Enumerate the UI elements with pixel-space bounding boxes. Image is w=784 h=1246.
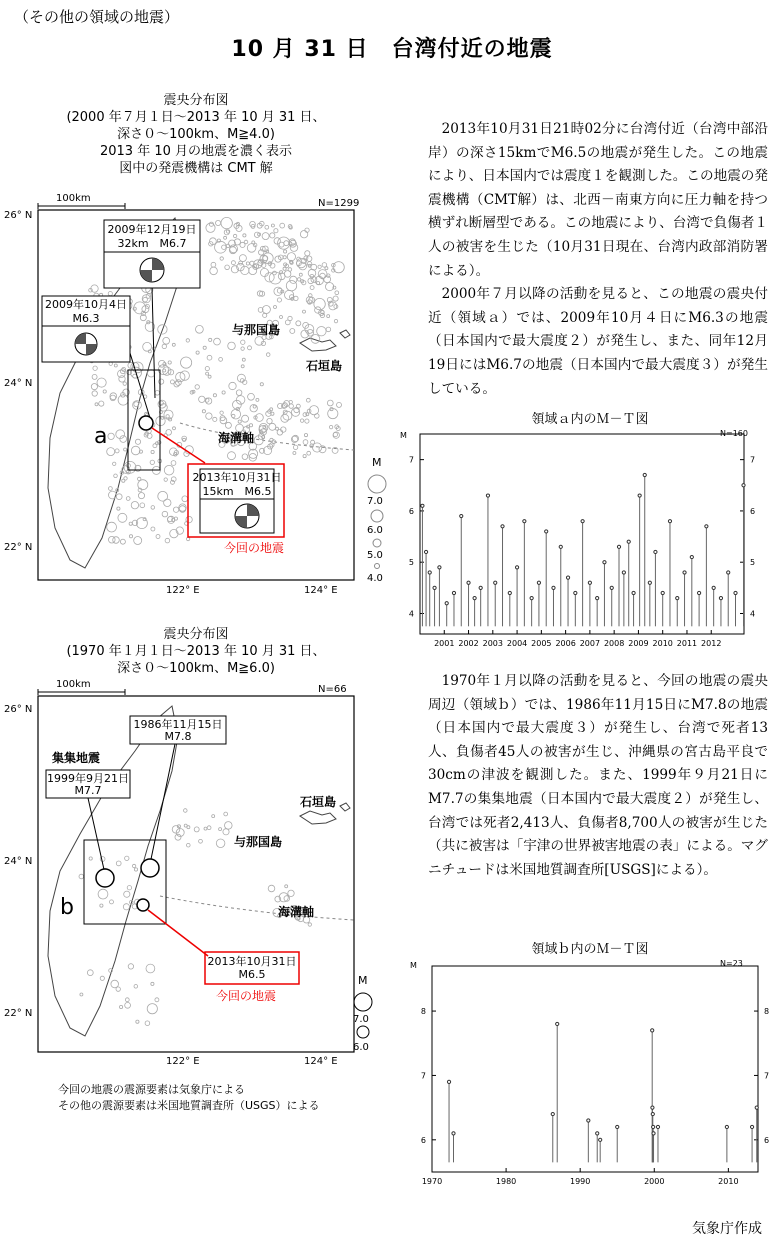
y-tick-label: 6: [420, 1135, 426, 1145]
paragraph: 2013年10月31日21時02分に台湾付近（台湾中部沿岸）の深さ15kmでM6.5の地震が発生した。この地震により、日本国内では震度１を観測した。この地震の発震機構（CMT解）は、北西－南東方向に圧力軸を持つ横ずれ断層型である。この地震により、台湾で負傷者１人の被害を生じた（10月31日現在、台湾内政部消防署による）。: [428, 121, 768, 279]
event-magnitude: M6.5: [238, 968, 266, 981]
x-tick-label: 1980: [495, 1177, 517, 1186]
mt-point: [668, 520, 671, 523]
y-tick-label: 7: [764, 1071, 770, 1081]
y-tick-label: 6: [750, 506, 756, 516]
y-tick-label: 5: [750, 558, 756, 568]
mt-point: [705, 525, 708, 528]
x-tick-label: 2008: [603, 639, 625, 648]
x-tick-label: 2005: [531, 639, 552, 648]
description-paragraph-2: [428, 670, 768, 882]
mt-point: [424, 550, 427, 553]
event-magnitude: M6.3: [72, 312, 100, 325]
mt-point: [588, 581, 591, 584]
event-magnitude: M7.8: [164, 730, 192, 743]
mt-point: [574, 591, 577, 594]
mt-point: [587, 1119, 590, 1122]
mt-point: [698, 591, 701, 594]
page-title: 10 月 31 日 台湾付近の地震: [231, 37, 553, 62]
place-yonaguni: 与那国島: [232, 323, 281, 337]
legend-value: 6.0: [367, 525, 383, 536]
mt-ylabel: M: [410, 961, 417, 970]
mt-point: [501, 525, 504, 528]
mt-point: [654, 550, 657, 553]
mt-point: [719, 597, 722, 600]
legend-title: M: [372, 456, 382, 469]
map1-caption: [36, 92, 356, 177]
event-magnitude: 15km M6.5: [202, 485, 272, 498]
lon-label: 122° E: [166, 1056, 200, 1066]
mt-point: [559, 545, 562, 548]
mt-point: [676, 597, 679, 600]
event-date: 2009年12月19日: [107, 223, 197, 236]
mt-point: [755, 1106, 758, 1109]
y-tick-label: 5: [408, 558, 414, 568]
lat-label: 26° N: [4, 210, 33, 221]
mt-count: N=160: [720, 429, 748, 438]
event-date: 2009年10月4日: [45, 298, 127, 311]
chichi-epicenter: [96, 869, 114, 887]
mt-point: [643, 473, 646, 476]
mt-point: [556, 1022, 559, 1025]
y-tick-label: 6: [408, 506, 414, 516]
y-tick-label: 4: [408, 609, 414, 619]
x-tick-label: 1990: [570, 1177, 591, 1186]
mt-point: [467, 581, 470, 584]
event-magnitude: 32km M6.7: [117, 237, 187, 250]
y-tick-label: 8: [420, 1007, 426, 1017]
mt-point: [537, 581, 540, 584]
legend-value: 7.0: [367, 496, 383, 507]
mt-point: [651, 1106, 654, 1109]
x-tick-label: 1970: [421, 1177, 443, 1186]
mt-chart-b: [398, 956, 782, 1192]
mt-point: [566, 576, 569, 579]
legend-value: 6.0: [353, 1042, 369, 1053]
map-frame: [38, 696, 354, 1052]
mt-point: [725, 1125, 728, 1128]
map2-caption: [36, 626, 356, 677]
current-epicenter: [139, 416, 153, 430]
place-ishigaki: 石垣島: [306, 359, 343, 373]
mt-point: [515, 566, 518, 569]
mt-point: [445, 602, 448, 605]
place-trench: 海溝軸: [218, 431, 255, 445]
map1-caption-line: (2000 年７月１日～2013 年 10 月 31 日、: [66, 110, 326, 125]
mt-point: [683, 571, 686, 574]
x-tick-label: 2010: [718, 1177, 739, 1186]
note-line: その他の震源要素は米国地質調査所（USGS）による: [58, 1099, 320, 1112]
legend-value: 4.0: [367, 573, 383, 584]
map1-caption-line: 震央分布図: [163, 93, 229, 108]
y-tick-label: 7: [420, 1071, 426, 1081]
magnitude-legend: [367, 456, 386, 584]
x-tick-label: 2001: [434, 639, 455, 648]
mt-point: [551, 1112, 554, 1115]
mt-point: [734, 591, 737, 594]
mt-point: [581, 520, 584, 523]
lat-label: 24° N: [4, 856, 33, 867]
mt-point: [473, 597, 476, 600]
mt-point: [447, 1080, 450, 1083]
lon-label: 124° E: [304, 585, 338, 596]
scale-bar: [38, 679, 125, 695]
epicenter-1986: [141, 859, 159, 877]
x-tick-label: 2009: [628, 639, 649, 648]
mt-point: [599, 1138, 602, 1141]
paragraph: 1970年１月以降の活動を見ると、今回の地震の震央周辺（領域ｂ）では、1986年11月15日にM7.8の地震（日本国内で最大震度３）が発生し、台湾で死者13人、負傷者45人の被害が生じ、沖縄県の宮古島平良で30cmの津波を観測した。また、1999年９月21日にM7.7の集集地震（日本国内で最大震度２）が発生し、台湾では死者2,413人、負傷者8,700人の被害が生じた（共に被害は「宇津の世界被害地震の表」による。マグニチュードは米国地質調査所[USGS]による）。: [428, 673, 768, 878]
event-date: 1999年9月21日: [47, 772, 129, 785]
mt-point: [452, 591, 455, 594]
mt-point: [596, 597, 599, 600]
mt-ylabel: M: [400, 431, 407, 440]
mt-point: [742, 484, 745, 487]
mt-point: [638, 494, 641, 497]
event-date: 2013年10月31日: [207, 955, 297, 968]
mt-point: [651, 1112, 654, 1115]
credit-label: 気象庁作成: [692, 1221, 762, 1237]
mt-chart-a-title: 領域ａ内のＭ－Ｔ図: [531, 412, 649, 427]
scale-bar: [38, 193, 125, 209]
mt-point: [610, 586, 613, 589]
mt-point: [661, 591, 664, 594]
mt-chart-a: [398, 426, 782, 658]
legend-title: M: [358, 974, 368, 987]
mt-point: [421, 504, 424, 507]
mt-point: [508, 591, 511, 594]
mt-point: [648, 581, 651, 584]
event-date: 2013年10月31日: [192, 471, 282, 484]
mt-point: [479, 586, 482, 589]
legend-value: 7.0: [353, 1014, 369, 1025]
mt-point: [651, 1029, 654, 1032]
mt-point: [494, 581, 497, 584]
mt-point: [627, 540, 630, 543]
mt-point: [460, 514, 463, 517]
region-a-label: a: [94, 424, 108, 449]
mt-point: [727, 571, 730, 574]
current-epicenter: [137, 899, 149, 911]
lon-label: 124° E: [304, 1056, 338, 1066]
count-label: N=66: [318, 684, 347, 695]
x-tick-label: 2006: [555, 639, 576, 648]
current-quake-label: 今回の地震: [224, 541, 285, 555]
mt-point: [438, 566, 441, 569]
mt-point: [552, 586, 555, 589]
y-tick-label: 4: [750, 609, 756, 619]
x-tick-label: 2010: [652, 639, 673, 648]
x-tick-label: 2007: [579, 639, 601, 648]
mt-point: [750, 1125, 753, 1128]
mechanism-2013: [188, 464, 284, 537]
lat-label: 24° N: [4, 378, 33, 389]
map1-caption-line: 図中の発震機構は CMT 解: [119, 161, 273, 176]
description-paragraph-1: [428, 118, 768, 401]
lat-label: 22° N: [4, 1008, 33, 1019]
map2-caption-line: (1970 年１月１日～2013 年 10 月 31 日、: [66, 644, 326, 659]
mt-point: [712, 586, 715, 589]
y-tick-label: 7: [750, 455, 756, 465]
mt-point: [652, 1125, 655, 1128]
x-tick-label: 2012: [701, 639, 722, 648]
current-quake-label: 今回の地震: [216, 989, 277, 1003]
mt-point: [530, 597, 533, 600]
count-label: N=1299: [318, 198, 360, 209]
source-notes: [58, 1082, 388, 1114]
place-trench: 海溝軸: [278, 905, 315, 919]
map1-caption-line: 2013 年 10 月の地震を濃く表示: [99, 144, 293, 159]
mt-point: [652, 1132, 655, 1135]
mt-point: [545, 530, 548, 533]
place-yonaguni: 与那国島: [234, 835, 283, 849]
mt-point: [656, 1125, 659, 1128]
x-tick-label: 2000: [644, 1177, 665, 1186]
place-chichi: 集集地震: [52, 751, 101, 765]
magnitude-legend: [353, 974, 372, 1053]
mt-point: [622, 571, 625, 574]
mt-point: [486, 494, 489, 497]
epicenter-map-b: [0, 676, 395, 1066]
legend-value: 5.0: [367, 550, 383, 561]
mt-point: [452, 1132, 455, 1135]
scale-label: 100km: [56, 679, 91, 690]
map1-caption-line: 深さ０～100km、M≧4.0): [117, 127, 275, 142]
map2-caption-line: 深さ０～100km、M≧6.0): [117, 661, 275, 676]
mt-point: [617, 545, 620, 548]
map2-caption-line: 震央分布図: [163, 627, 229, 642]
x-tick-label: 2002: [458, 639, 479, 648]
place-ishigaki: 石垣島: [300, 795, 337, 809]
mt-point: [523, 520, 526, 523]
epicenter-map-a: [0, 188, 395, 600]
y-tick-label: 7: [408, 455, 414, 465]
mt-count: N=23: [720, 959, 743, 968]
event-magnitude: M7.7: [74, 784, 102, 797]
paragraph: 2000年７月以降の活動を見ると、この地震の震央付近（領域ａ）では、2009年10月４日にM6.3の地震（日本国内で最大震度２）が発生し、また、同年12月19日にはM6.7の地震（日本国内で最大震度３）が発生している。: [428, 286, 768, 397]
x-tick-label: 2011: [676, 639, 698, 648]
scale-label: 100km: [56, 193, 91, 204]
mt-point: [596, 1132, 599, 1135]
event-date: 1986年11月15日: [133, 718, 223, 731]
y-tick-label: 8: [764, 1007, 770, 1017]
lat-label: 26° N: [4, 704, 33, 715]
mt-chart-b-title: 領域ｂ内のＭ－Ｔ図: [531, 942, 649, 957]
mt-point: [428, 571, 431, 574]
lat-label: 22° N: [4, 542, 33, 553]
category-label: （その他の領域の地震）: [14, 8, 180, 26]
mt-point: [616, 1125, 619, 1128]
mt-point: [433, 586, 436, 589]
x-tick-label: 2003: [482, 639, 503, 648]
note-line: 今回の地震の震源要素は気象庁による: [58, 1083, 245, 1096]
y-tick-label: 6: [764, 1135, 770, 1145]
lon-label: 122° E: [166, 585, 200, 596]
mt-point: [632, 591, 635, 594]
region-b-label: b: [60, 895, 74, 920]
mt-point: [603, 561, 606, 564]
mt-point: [690, 555, 693, 558]
x-tick-label: 2004: [506, 639, 528, 648]
